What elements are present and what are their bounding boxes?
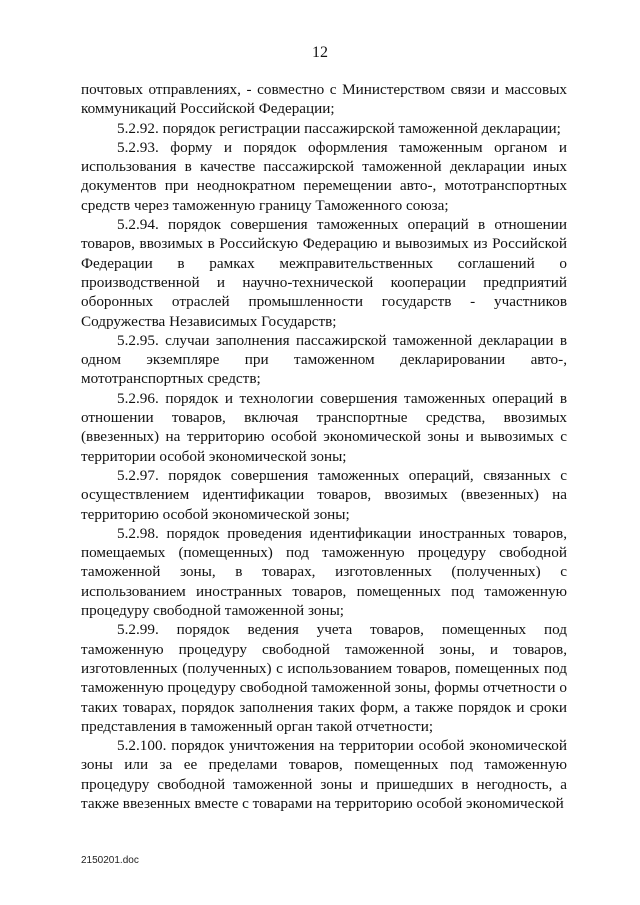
paragraph-5-2-98: 5.2.98. порядок проведения идентификации иностранных товаров, помещаемых (помещенных) под таможенную процедуру свободной таможенной зоны, в товарах, изготовленных (полученных) с использованием иностранных товаров, помещенных под таможенную процедуру свободной таможенной зоны; — [81, 524, 567, 620]
footer-filename: 2150201.doc — [81, 855, 139, 866]
paragraph-5-2-92: 5.2.92. порядок регистрации пассажирской таможенной декларации; — [117, 119, 561, 137]
paragraph-5-2-99: 5.2.99. порядок ведения учета товаров, помещенных под таможенную процедуру свободной таможенной зоны, и товаров, изготовленных (полученных) с использованием товаров, помещенных под таможенную процедуру свободной таможенной зоны, формы отчетности о таких товарах, порядок заполнения таких форм, а также порядок и сроки представления в таможенный орган такой отчетности; — [81, 621, 567, 735]
paragraph-5-2-96: 5.2.96. порядок и технологии совершения таможенных операций в отношении товаров, включая транспортные средства, ввозимых (ввезенных) на территорию особой экономической зоны и вывозимых с территории особой экономической зоны; — [81, 389, 567, 465]
document-body — [81, 80, 567, 813]
paragraph-5-2-95: 5.2.95. случаи заполнения пассажирской таможенной декларации в одном экземпляре при таможенном декларировании авто-, мототранспортных средств; — [81, 331, 567, 388]
paragraph-5-2-100: 5.2.100. порядок уничтожения на территории особой экономической зоны или за ее пределами товаров, помещенных под таможенную процедуру свободной таможенной зоны и пришедших в негодность, а также ввезенных вместе с товарами на территорию особой экономической — [81, 737, 567, 812]
paragraph-5-2-93: 5.2.93. форму и порядок оформления таможенным органом и использования в качестве пассажирской таможенной декларации иных документов при неоднократном перемещении авто-, мототранспортных средств через таможенную границу Таможенного союза; — [81, 138, 567, 214]
page-number: 12 — [312, 44, 328, 61]
paragraph-5-2-97: 5.2.97. порядок совершения таможенных операций, связанных с осуществлением идентификации товаров, ввозимых (ввезенных) на территорию особой экономической зоны; — [81, 466, 567, 523]
paragraph-5-2-94: 5.2.94. порядок совершения таможенных операций в отношении товаров, ввозимых в Российскую Федерацию и вывозимых из Российской Федерации в рамках межправительственных соглашений о производственной и научно-технической кооперации предприятий оборонных отраслей промышленности государств - участников Содружества Независимых Государств; — [81, 216, 567, 330]
paragraph-continuation: почтовых отправлениях, - совместно с Министерством связи и массовых коммуникаций Российской Федерации; — [81, 81, 567, 118]
